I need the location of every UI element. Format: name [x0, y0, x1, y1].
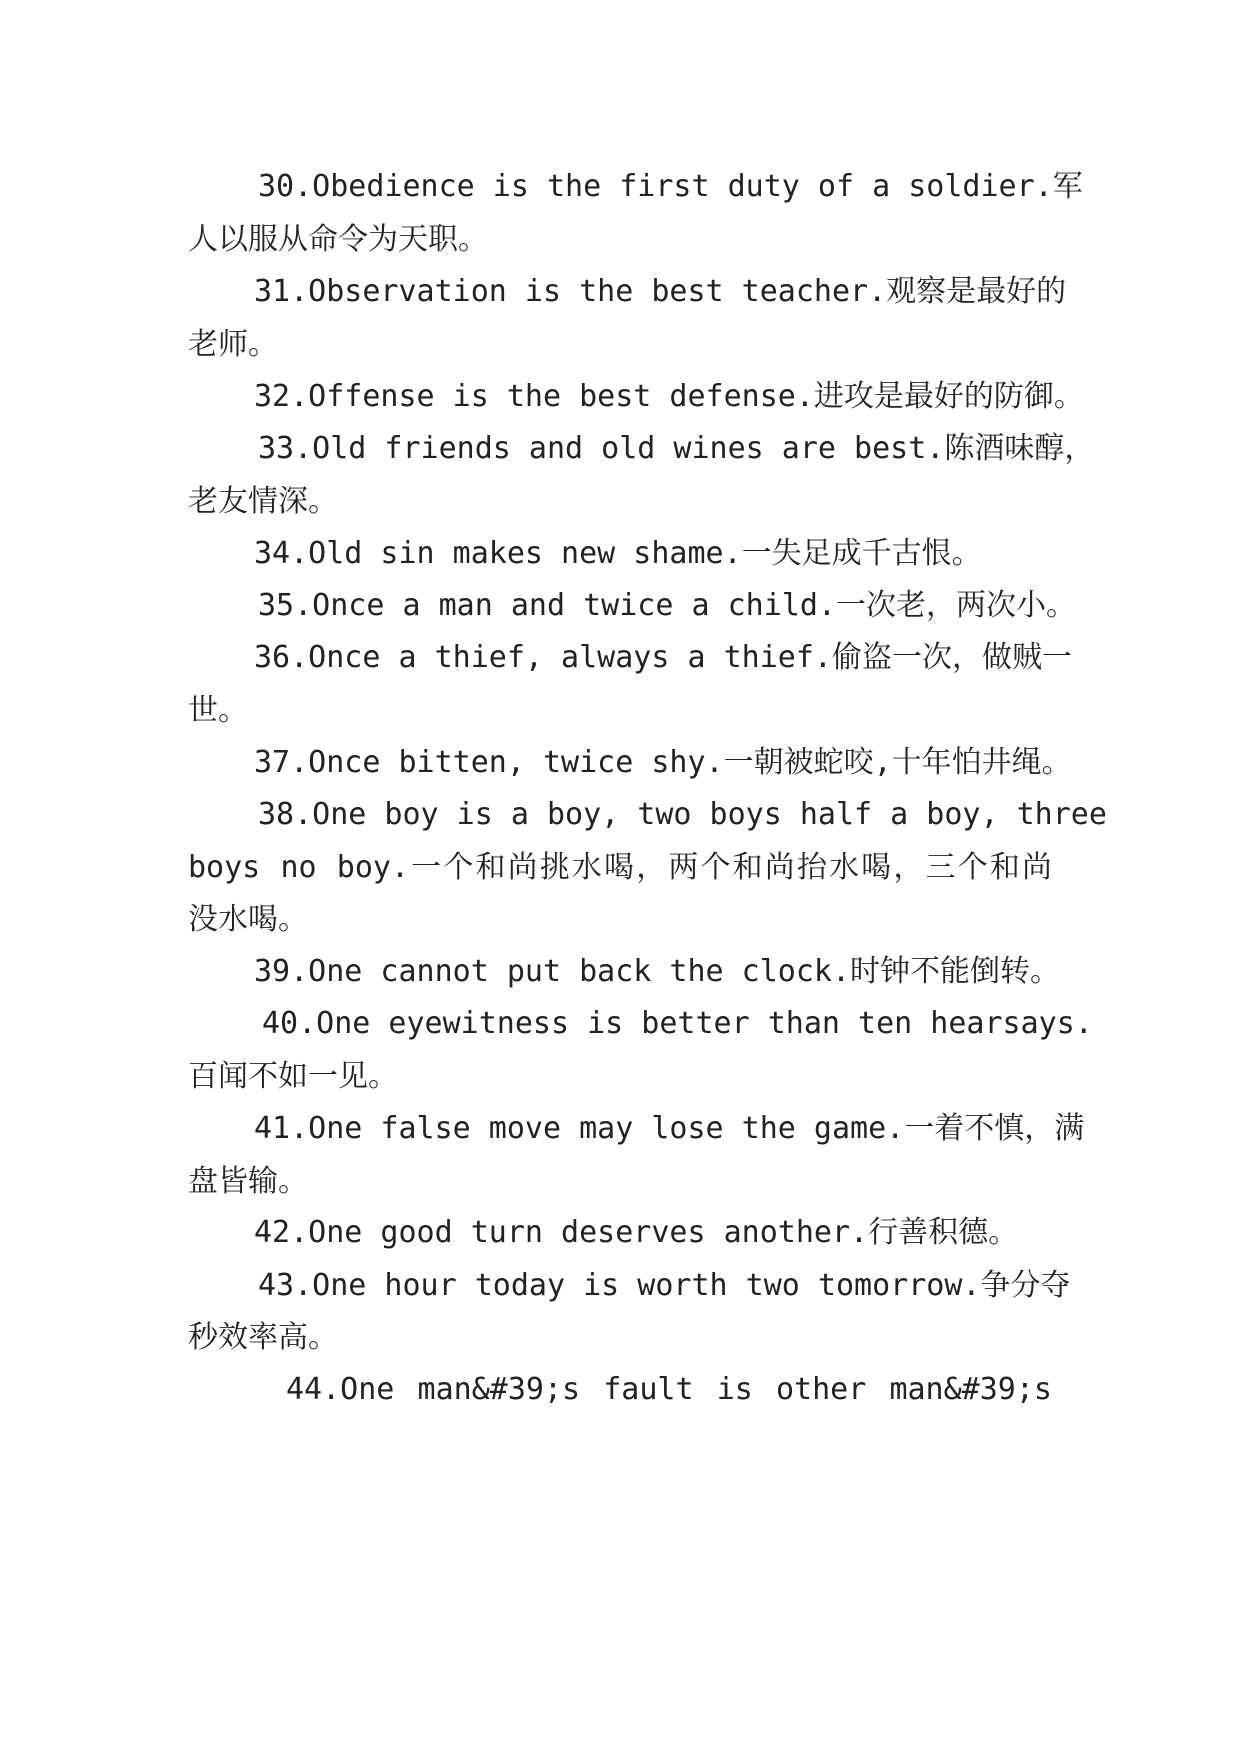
text-line: 老师。 — [188, 327, 278, 362]
text-line: 34.Old sin makes new shame.一失足成千古恨。 — [254, 536, 982, 571]
text-line: 没水喝。 — [188, 902, 308, 937]
text-line: 31.Observation is the best teacher.观察是最好的 — [254, 274, 1067, 309]
text-line: 35.Once a man and twice a child.一次老，两次小。 — [258, 588, 1076, 623]
text-line: 老友情深。 — [188, 484, 338, 519]
text-line: 41.One false move may lose the game.一着不慎，满 — [254, 1111, 1085, 1146]
text-line: 世。 — [188, 693, 248, 728]
text-line: 37.Once bitten, twice shy.一朝被蛇咬,十年怕井绳。 — [254, 745, 1072, 780]
text-line: 32.Offense is the best defense.进攻是最好的防御。 — [254, 379, 1084, 414]
text-line: boys no boy.一个和尚挑水喝，两个和尚抬水喝，三个和尚 — [188, 850, 1052, 885]
text-line: 人以服从命令为天职。 — [188, 222, 488, 257]
text-line: 33.Old friends and old wines are best.陈酒味醇， — [258, 431, 1095, 466]
text-line: 百闻不如一见。 — [188, 1059, 398, 1094]
text-line: 43.One hour today is worth two tomorrow.争分夺 — [258, 1268, 1071, 1303]
text-line: 39.One cannot put back the clock.时钟不能倒转。 — [254, 954, 1061, 989]
text-line: 36.Once a thief, always a thief.偷盗一次，做贼一 — [254, 640, 1072, 675]
text-line: 40.One eyewitness is better than ten hearsays. — [262, 1006, 1093, 1041]
text-line: 42.One good turn deserves another.行善积德。 — [254, 1215, 1019, 1250]
text-line: 秒效率高。 — [188, 1320, 338, 1355]
text-line: 30.Obedience is the first duty of a soldier.军 — [258, 169, 1083, 204]
text-line: 盘皆输。 — [188, 1164, 308, 1199]
text-line: 38.One boy is a boy, two boys half a boy, three — [258, 797, 1107, 832]
text-line: 44.One man&#39;s fault is other man&#39;s — [286, 1372, 1052, 1407]
